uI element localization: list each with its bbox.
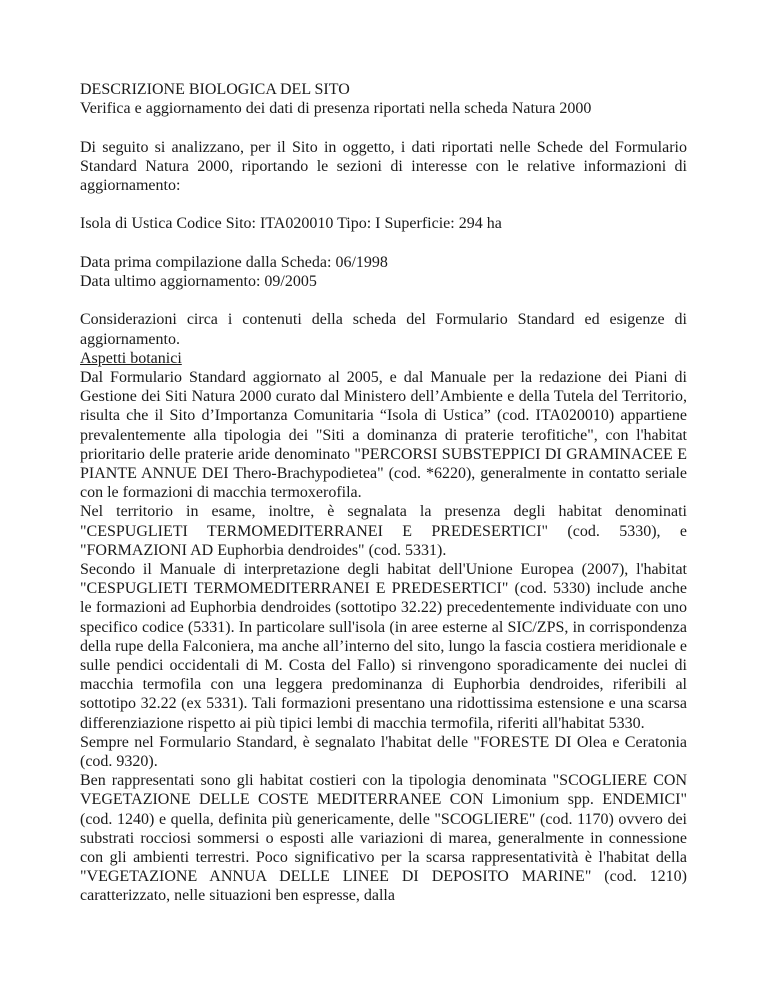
site-info-line: Isola di Ustica Codice Sito: ITA020010 Tipo: I Superficie: 294 ha	[80, 215, 502, 233]
body-paragraph: Nel territorio in esame, inoltre, è segnalata la presenza degli habitat denominati "CESPUGLIETI TERMOMEDITERRANEI E PREDESERTICI" (cod. 5330), e "FORMAZIONI AD Euphorbia dendroides" (cod. 5331).	[80, 503, 687, 559]
spacer	[80, 234, 687, 253]
body-paragraph: Sempre nel Formulario Standard, è segnalato l'habitat delle "FORESTE DI Olea e Ceratonia (cod. 9320).	[80, 733, 687, 771]
section-heading-botanical: Aspetti botanici	[80, 349, 182, 367]
considerations-paragraph: Considerazioni circa i contenuti della scheda del Formulario Standard ed esigenze di aggiornamento.	[80, 311, 687, 348]
body-paragraph: Ben rappresentati sono gli habitat costieri con la tipologia denominata "SCOGLIERE CON VEGETAZIONE DELLE COSTE MEDITERRANEE CON Limonium spp. ENDEMICI" (cod. 1240) e quella, definita più genericamente, delle "SCOGLIERE" (cod. 1170) ovvero dei substrati rocciosi sommersi o esposti alle variazioni di marea, generalmente in connessione con gli ambienti terrestri. Poco significativo per la scarsa rappresentatività è l'habitat della "VEGETAZIONE ANNUA DELLE LINEE DI DEPOSITO MARINE" (cod. 1210) caratterizzato, nelle situazioni ben espresse, dalla	[80, 772, 687, 905]
spacer	[80, 291, 687, 310]
body-paragraph: Dal Formulario Standard aggiornato al 2005, e dal Manuale per la redazione dei Piani di Gestione dei Siti Natura 2000 curato dal Ministero dell’Ambiente e della Tutela del Territorio, risulta che il Sito d’Importanza Comunitaria “Isola di Ustica” (cod. ITA020010) appartiene prevalentemente alla tipologia dei "Siti a dominanza di praterie terofitiche", con l'habitat prioritario delle praterie aride denominato "PERCORSI SUBSTEPPICI DI GRAMINACEE E PIANTE ANNUE DEI Thero-Brachypodietea" (cod. *6220), generalmente in contatto seriale con le formazioni di macchia termoxerofila.	[80, 368, 687, 502]
body-paragraph: Secondo il Manuale di interpretazione degli habitat dell'Unione Europea (2007), l'habitat "CESPUGLIETI TERMOMEDITERRANEI E PREDESERTICI" (cod. 5330) include anche le formazioni ad Euphorbia dendroides (sottotipo 32.22) precedentemente individuate con uno specifico codice (5331). In particolare sull'isola (in aree esterne al SIC/ZPS, in corrispondenza della rupe della Falconiera, ma anche all’interno del sito, lungo la fascia costiera meridionale e sulle pendici occidentali di M. Costa del Fallo) si rinvengono sporadicamente dei nuclei di macchia termofila con una leggera predominanza di Euphorbia dendroides, riferibili al sottotipo 32.22 (ex 5331). Tali formazioni presentano una ridottissima estensione e una scarsa differenziazione rispetto ai più tipici lembi di macchia termofila, riferiti all'habitat 5330.	[80, 561, 687, 732]
spacer	[80, 195, 687, 214]
document-subtitle: Verifica e aggiornamento dei dati di presenza riportati nella scheda Natura 2000	[80, 100, 592, 118]
first-compilation-date: Data prima compilazione dalla Scheda: 06/1998	[80, 253, 388, 271]
intro-paragraph: Di seguito si analizzano, per il Sito in oggetto, i dati riportati nelle Schede del Formulario Standard Natura 2000, riportando le sezioni di interesse con le relative informazioni di aggiornamento:	[80, 138, 687, 194]
spacer	[80, 118, 687, 137]
last-update-date: Data ultimo aggiornamento: 09/2005	[80, 272, 317, 290]
document-title: DESCRIZIONE BIOLOGICA DEL SITO	[80, 81, 350, 98]
document-page	[80, 80, 687, 906]
